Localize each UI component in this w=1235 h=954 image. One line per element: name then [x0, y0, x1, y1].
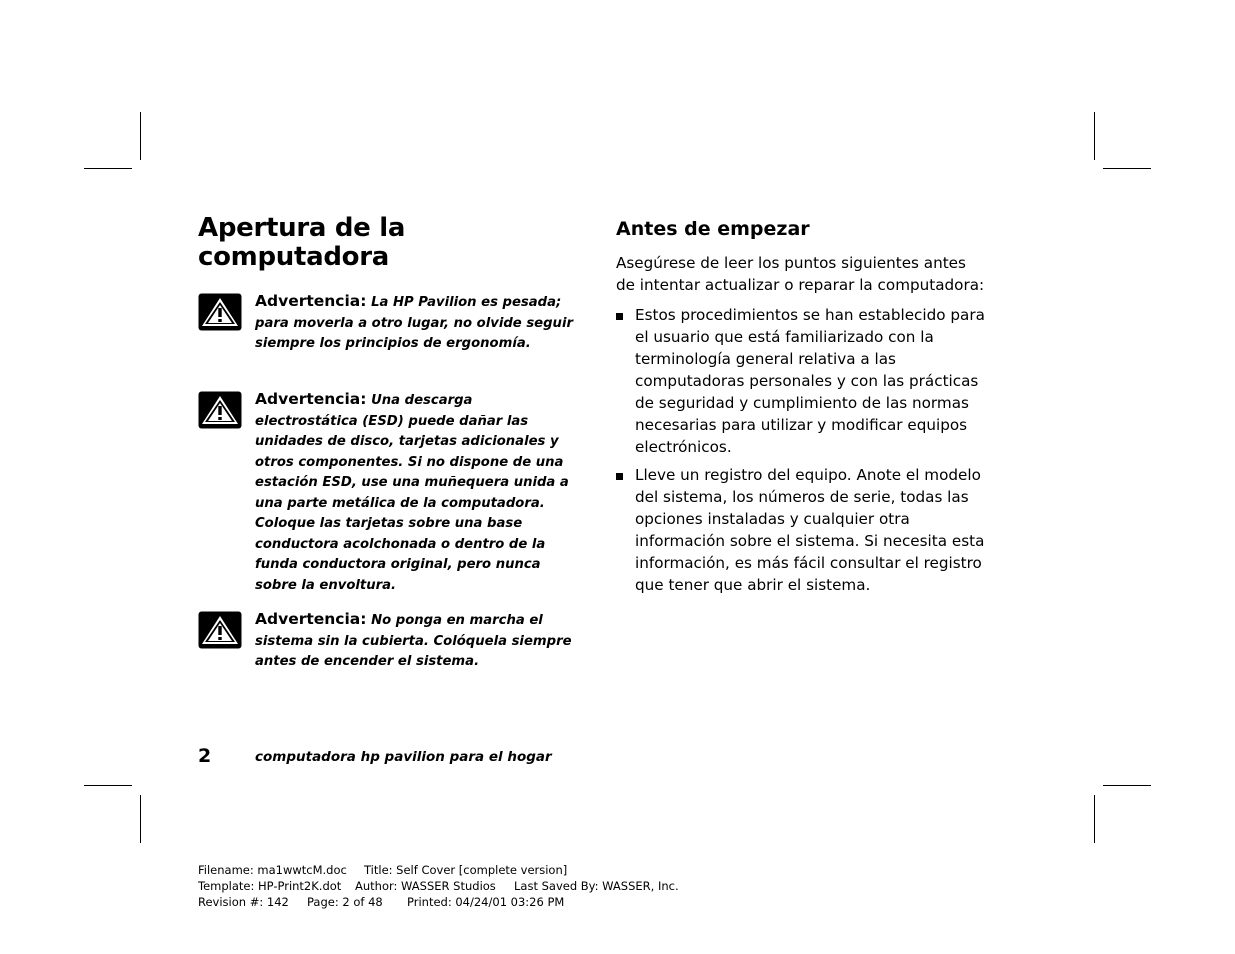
page-number: 2 — [198, 745, 212, 767]
warning-body: No ponga en marcha el sistema sin la cubierta. Colóquela siempre antes de encender el sistema. — [255, 613, 572, 669]
metadata-revision: Revision #: 142 — [198, 895, 289, 909]
metadata-row — [198, 862, 679, 878]
warning-label: Advertencia: — [255, 390, 367, 408]
warning-block — [198, 609, 578, 673]
list-item-text: Estos procedimientos se han establecido para el usuario que está familiarizado con la terminología general relativa a las computadoras personales y con las prácticas de seguridad y cumplimiento de las normas necesarias para utilizar y modificar equipos electrónicos. — [635, 306, 985, 456]
crop-mark-bottom-left-v — [140, 795, 141, 843]
warning-text — [255, 291, 577, 355]
metadata-title: Title: Self Cover [complete version] — [364, 863, 568, 877]
crop-mark-top-right-v — [1094, 112, 1095, 160]
warning-block — [198, 389, 578, 599]
crop-mark-top-left-v — [140, 112, 141, 160]
metadata-printed: Printed: 04/24/01 03:26 PM — [407, 895, 565, 909]
metadata-page: Page: 2 of 48 — [307, 895, 383, 909]
warning-triangle-icon — [198, 293, 242, 331]
crop-mark-bottom-right-v — [1094, 795, 1095, 843]
metadata-row — [198, 894, 679, 910]
warning-label: Advertencia: — [255, 610, 367, 628]
intro-paragraph: Asegúrese de leer los puntos siguientes antes de intentar actualizar o reparar la computadora: — [616, 254, 985, 294]
page-title: Apertura de la computadora — [198, 213, 406, 272]
crop-mark-top-left-h — [84, 168, 132, 169]
warning-triangle-icon — [198, 391, 242, 429]
warning-body: La HP Pavilion es pesada; para moverla a otro lugar, no olvide seguir siempre los principios de ergonomía. — [255, 295, 573, 351]
document-metadata — [198, 862, 679, 910]
metadata-row — [198, 878, 679, 894]
metadata-last-saved: Last Saved By: WASSER, Inc. — [514, 879, 679, 893]
warning-label: Advertencia: — [255, 292, 367, 310]
warning-block — [198, 291, 578, 373]
metadata-template: Template: HP-Print2K.dot — [198, 879, 342, 893]
square-bullet-icon — [616, 473, 623, 480]
square-bullet-icon — [616, 313, 623, 320]
right-column — [616, 214, 986, 594]
list-item-text: Lleve un registro del equipo. Anote el modelo del sistema, los números de serie, todas las opciones instaladas y cualquier otra información sobre el sistema. Si necesita esta información, es más fácil consultar el registro que tener que abrir el sistema. — [635, 466, 985, 594]
section-title: Antes de empezar — [616, 218, 810, 240]
warning-text — [255, 389, 577, 596]
crop-mark-top-right-h — [1103, 168, 1151, 169]
warning-body: Una descarga electrostática (ESD) puede dañar las unidades de disco, tarjetas adicionales y otros componentes. Si no dispone de una estación ESD, use una muñequera unida a una parte metálica de la computadora. Coloque las tarjetas sobre una base conductora acolchonada o dentro de la funda conductora original, pero nunca sobre la envoltura. — [255, 393, 569, 593]
warning-text — [255, 609, 577, 673]
crop-mark-bottom-left-h — [84, 785, 132, 786]
left-column — [198, 213, 578, 669]
running-footer-title: computadora hp pavilion para el hogar — [255, 749, 552, 765]
warning-triangle-icon — [198, 611, 242, 649]
metadata-filename: Filename: ma1wwtcM.doc — [198, 863, 347, 877]
crop-mark-bottom-right-h — [1103, 785, 1151, 786]
metadata-author: Author: WASSER Studios — [355, 879, 496, 893]
